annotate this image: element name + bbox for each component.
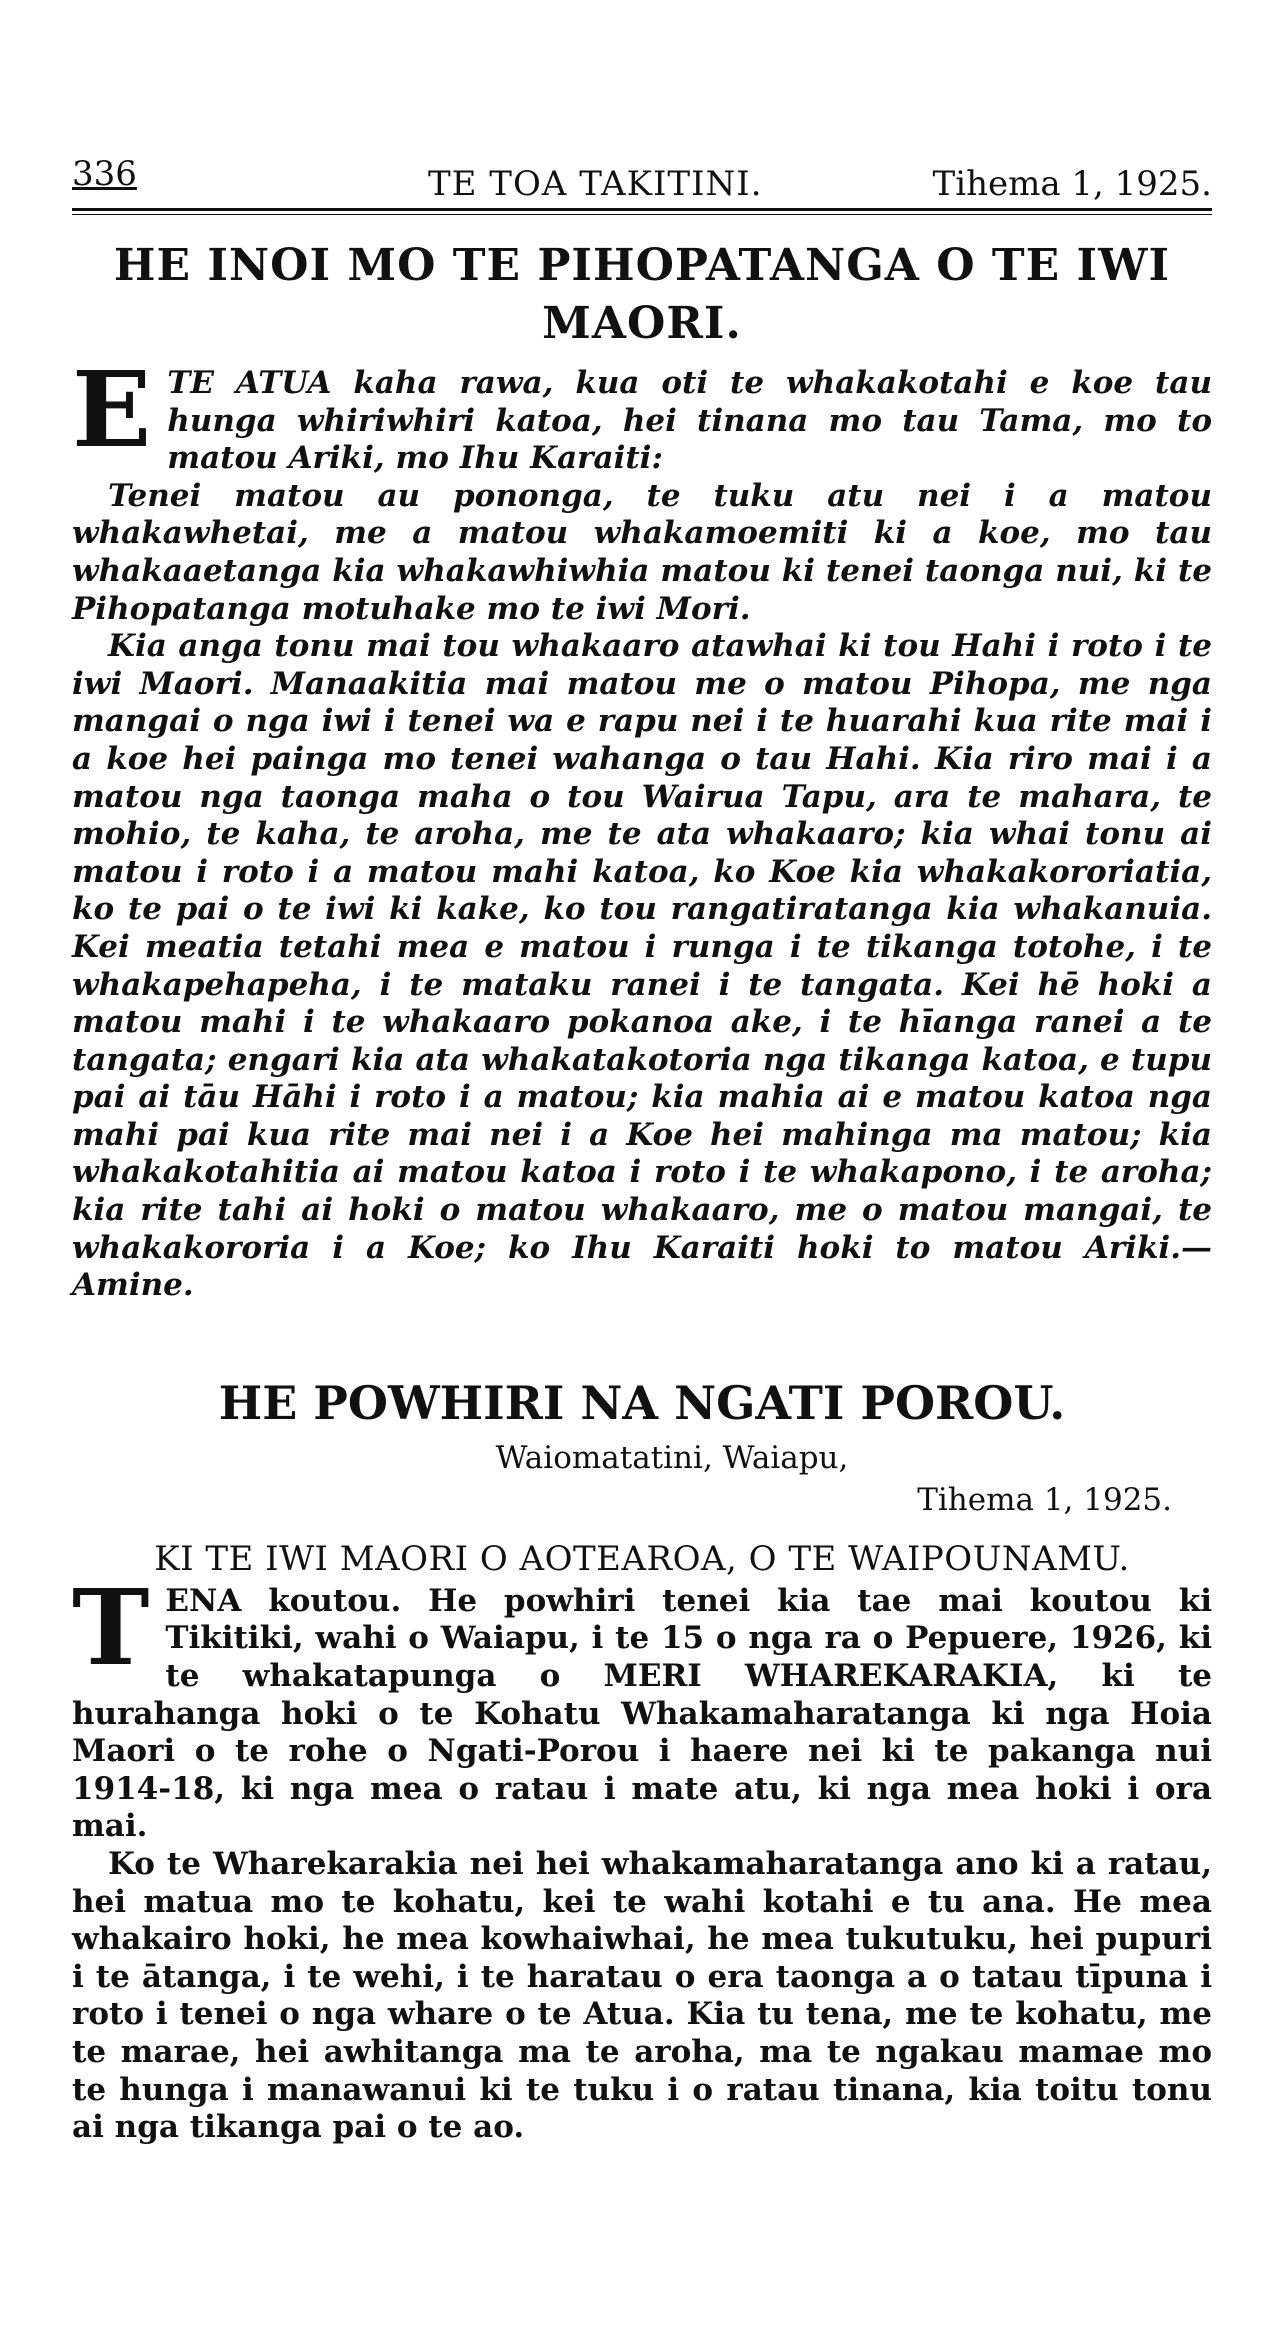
prayer-title: HE INOI MO TE PIHOPATANGA O TE IWI MAORI. — [113, 240, 1171, 349]
drop-cap-t: T — [72, 1565, 150, 1689]
journal-title: TE TOA TAKITINI. — [428, 164, 763, 204]
prayer-opening-text: TE ATUA kaha rawa, kua oti te whakakotahi e koe tau hunga whiriwhiri katoa, hei tinana mo tau Tama, mo to matou Ariki, mo Ihu Karaiti: — [167, 365, 1212, 477]
invitation-place: Waiomatatini, Waiapu, — [495, 1439, 849, 1476]
invitation-paragraph-2: Ko te Wharekarakia nei hei whakamaharatanga ano ki a ratau, hei matua mo te kohatu, kei te wahi kotahi e tu ana. He mea whakairo hoki, he mea kowhaiwhai, he mea tukutuku, hei pupuri i te ātanga, i te wehi, i te haratau o era taonga a o tatau tīpuna i roto i tenei o nga whare o te Atua. Kia tu tena, me te kohatu, me te marae, hei awhitanga ma te aroha, ma te ngakau mamae mo te hunga i manawanui ki te tuku i o ratau tinana, kia toitu tonu ai nga tikanga pai o te ao. — [72, 1846, 1212, 2146]
issue-date: Tihema 1, 1925. — [932, 164, 1212, 204]
drop-cap-e: E — [72, 348, 152, 471]
prayer-paragraph-2: Kia anga tonu mai tou whakaaro atawhai ki tou Hahi i roto i te iwi Maori. Manaakitia mai matou me o matou Pihopa, me nga mangai o nga iwi i tenei wa e rapu nei i te huarahi kua rite mai i a koe hei painga mo tenei wahanga o tau Hahi. Kia riro mai i a matou nga taonga maha o tou Wairua Tapu, ara te mahara, te mohio, te kaha, te aroha, me te ata whakaaro; kia whai tonu ai matou i roto i a matou mahi katoa, ko Koe kia whakakororiatia, ko te pai o te iwi ki kake, ko tou rangatiratanga kia whakanuia. Kei meatia tetahi mea e matou i runga i te tikanga totohe, i te whakapehapeha, i te mataku ranei i te tangata. Kei hē hoki a matou mahi i te whakaaro pokanoa ake, i te hīanga ranei a te tangata; engari kia ata whakatakotoria nga tikanga katoa, e tupu pai ai tāu Hāhi i roto i a matou; kia mahia ai e matou katoa nga mahi pai kua rite mai nei i a Koe hei mahinga ma matou; kia whakakotahitia ai matou katoa i roto i te whakapono, i te aroha; kia rite tahi ai hoki o matou whakaaro, me o matou mangai, te whakakororia i a Koe; ko Ihu Karaiti hoki to matou Ariki.—Amine. — [72, 628, 1212, 1304]
prayer-opening — [72, 348, 1212, 478]
page-number: 336 — [72, 154, 137, 194]
invitation-body — [72, 1565, 1212, 2147]
invitation-opening — [72, 1565, 1212, 1846]
prayer-body — [72, 348, 1212, 1305]
invitation-addressee: KI TE IWI MAORI O AOTEAROA, O TE WAIPOUNAMU. — [154, 1538, 1130, 1579]
running-head — [72, 150, 1212, 204]
invitation-opening-text: ENA koutou. He powhiri tenei kia tae mai koutou ki Tikitiki, wahi o Waiapu, i te 15 o nga ra o Pepuere, 1926, ki te whakatapunga o MERI WHAREKARAKIA, ki te hurahanga hoki o te Kohatu Whakamaharatanga ki nga Hoia Maori o te rohe o Ngati-Porou i haere nei ki te pakanga nui 1914-18, ki nga mea o ratau i mate atu, ki nga mea hoki i ora mai. — [72, 1582, 1212, 1845]
invitation-date: Tihema 1, 1925. — [917, 1481, 1172, 1518]
invitation-title: HE POWHIRI NA NGATI POROU. — [218, 1375, 1066, 1430]
document-page — [72, 150, 1212, 2147]
header-rule — [72, 208, 1212, 215]
prayer-paragraph-1: Tenei matou au pononga, te tuku atu nei i a matou whakawhetai, me a matou whakamoemiti ki a koe, mo tau whakaaetanga kia whakawhiwhia matou ki tenei taonga nui, ki te Pihopatanga motuhake mo te iwi Mori. — [72, 477, 1212, 627]
